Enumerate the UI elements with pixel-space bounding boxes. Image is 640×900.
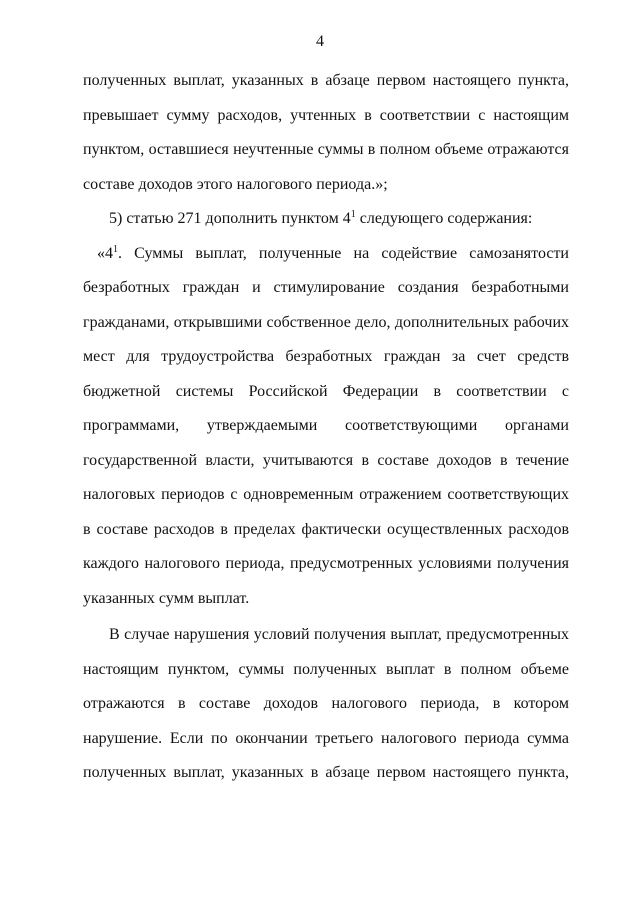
page-number: 4 [316, 33, 324, 50]
paragraph-start-line: В случае нарушения условий получения выплат, предусмотренных [109, 626, 569, 643]
text-line: бюджетной системы Российской Федерации в соответствии с [83, 382, 569, 400]
text-line: полученных выплат, указанных в абзаце первом настоящего пункта, [83, 764, 569, 781]
text-line: безработных граждан и стимулирование создания безработными [83, 279, 569, 296]
clause-number: «4 [97, 244, 113, 262]
clause-text: . Суммы выплат, полученные на содействие самозанятости [118, 244, 569, 262]
text-line: полученных выплат, указанных в абзаце первом настоящего пункта, [83, 72, 569, 89]
text-line: превышает сумму расходов, учтенных в соответствии с настоящим [83, 106, 569, 124]
text-line: нарушение. Если по окончании третьего налогового периода сумма [83, 729, 569, 747]
amendment-item-text: следующего содержания: [355, 210, 533, 227]
document-body [83, 64, 569, 791]
superscript: 1 [113, 243, 118, 255]
text-line: программами, утверждаемыми соответствующими органами [83, 417, 569, 434]
text-line: налоговых периодов с одновременным отражением соответствующих [83, 486, 569, 503]
amendment-item-text: 5) статью 271 дополнить пунктом 4 [109, 210, 351, 227]
superscript: 1 [350, 209, 356, 220]
amendment-item [83, 202, 569, 237]
text-line: мест для трудоустройства безработных граждан за счет средств [83, 348, 569, 365]
text-line: указанных сумм выплат. [83, 589, 250, 607]
text-line: настоящим пунктом, суммы полученных выплат в полном объеме [83, 660, 569, 678]
text-line: каждого налогового периода, предусмотренных условиями получения [83, 555, 569, 572]
text-line: составе доходов этого налогового периода.»; [83, 175, 388, 193]
text-line: пунктом, оставшиеся неучтенные суммы в полном объеме отражаются [83, 141, 569, 158]
text-line: в составе расходов в пределах фактически осуществленных расходов [83, 520, 569, 538]
text-line: гражданами, открывшими собственное дело, дополнительных рабочих [83, 313, 569, 331]
clause-start-line [83, 237, 569, 272]
text-line: отражаются в составе доходов налогового периода, в котором [83, 695, 569, 712]
text-line: государственной власти, учитываются в составе доходов в течение [83, 451, 569, 469]
